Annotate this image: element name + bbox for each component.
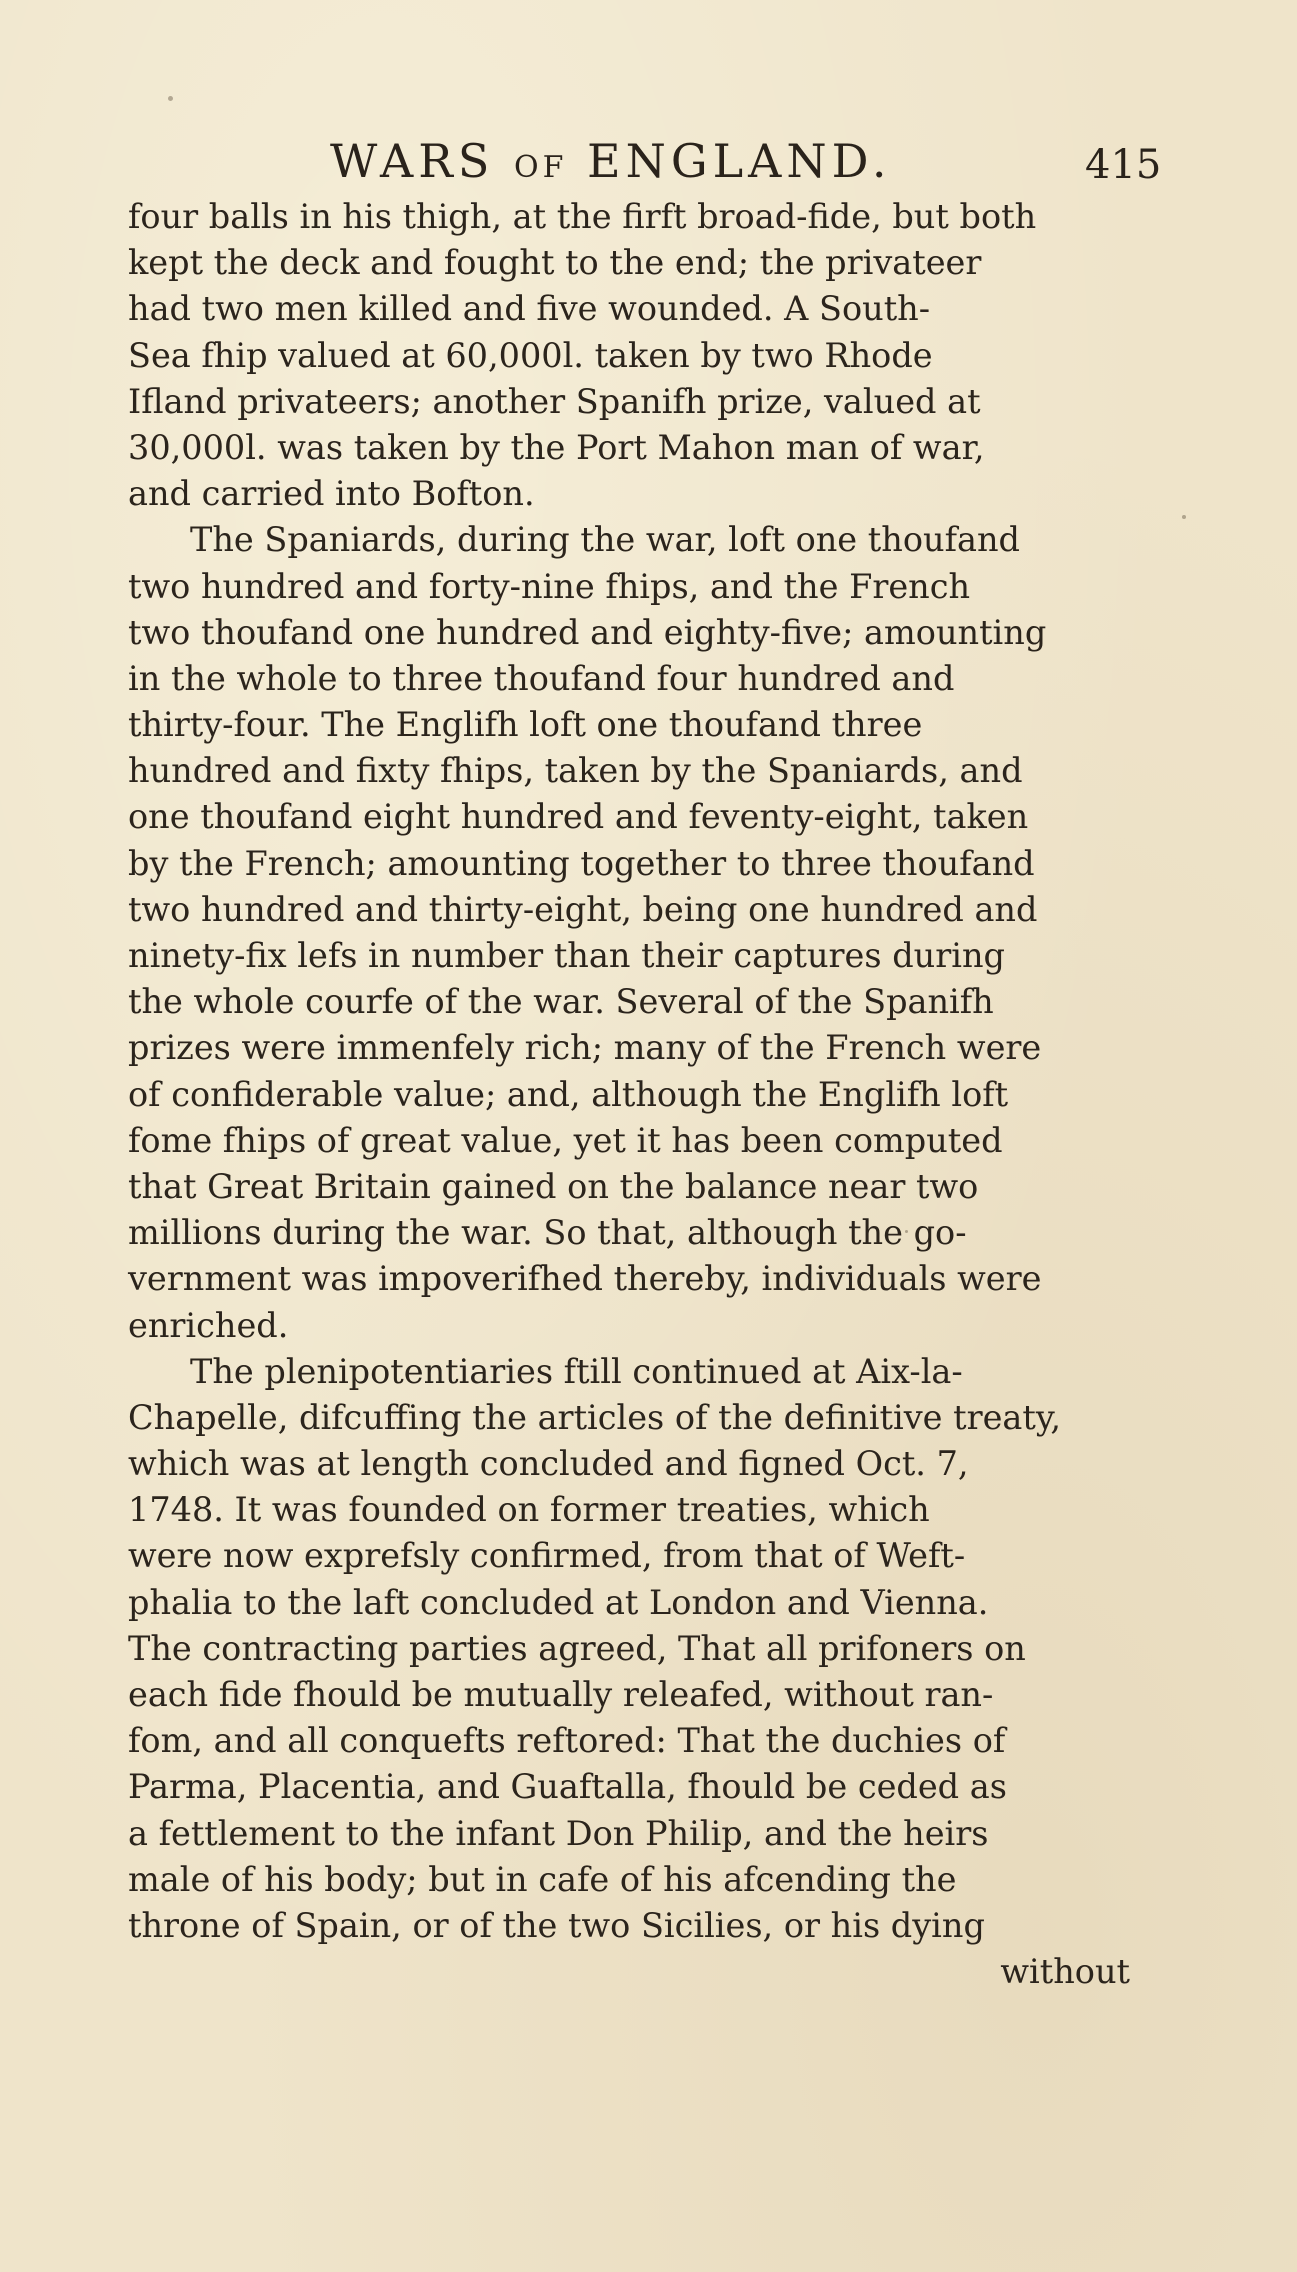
text-line: were now exprefsly confirmed, from that of Weft-	[128, 1536, 966, 1576]
text-line: enriched.	[128, 1305, 289, 1345]
text-line: Chapelle, difcuffing the articles of the definitive treaty,	[128, 1397, 1061, 1437]
text-line: that Great Britain gained on the balance near two	[128, 1166, 979, 1206]
text-line: throne of Spain, or of the two Sicilies, or his dying	[128, 1905, 985, 1945]
text-line: which was at length concluded and figned Oct. 7,	[128, 1444, 969, 1484]
text-line: fome fhips of great value, yet it has been computed	[128, 1120, 1003, 1160]
catchword: without	[1000, 1952, 1130, 1992]
text-line: ninety-fix lefs in number than their captures during	[128, 936, 1005, 975]
text-line: prizes were immenfely rich; many of the French were	[128, 1028, 1042, 1068]
text-line: four balls in his thigh, at the firft broad-fide, but both	[128, 197, 1037, 236]
text-line: Sea fhip valued at 60,000l. taken by two Rhode	[128, 335, 933, 375]
running-header	[0, 128, 1297, 198]
running-title	[330, 134, 891, 188]
text-line: by the French; amounting together to three thoufand	[128, 843, 1035, 883]
running-title-of: OF	[513, 150, 568, 185]
paragraph-start-line: The plenipotentiaries ftill continued at Aix-la-	[190, 1351, 963, 1391]
text-line: thirty-four. The Englifh loft one thoufand three	[128, 705, 923, 745]
text-line: Ifland privateers; another Spanifh prize, valued at	[128, 381, 981, 421]
text-line: millions during the war. So that, although the go-	[128, 1213, 967, 1253]
text-line: kept the deck and fought to the end; the privateer	[128, 243, 982, 283]
paper-speck	[168, 96, 173, 101]
text-line: the whole courfe of the war. Several of the Spanifh	[128, 982, 994, 1022]
text-line: a fettlement to the infant Don Philip, and the heirs	[128, 1813, 989, 1853]
text-line: Parma, Placentia, and Guaftalla, fhould be ceded as	[128, 1767, 1007, 1807]
text-line: 1748. It was founded on former treaties, which	[128, 1490, 930, 1530]
text-line: and carried into Bofton.	[128, 474, 535, 514]
text-line: fom, and all conquefts reftored: That the duchies of	[128, 1721, 1006, 1761]
text-line: one thoufand eight hundred and feventy-eight, taken	[128, 797, 1029, 837]
text-line: 30,000l. was taken by the Port Mahon man of war,	[128, 427, 985, 467]
text-line: two thoufand one hundred and eighty-five; amounting	[128, 612, 1047, 652]
text-line: of confiderable value; and, although the Englifh loft	[128, 1074, 1009, 1114]
text-line: two hundred and thirty-eight, being one hundred and	[128, 889, 1038, 929]
text-line: male of his body; but in cafe of his afcending the	[128, 1859, 957, 1899]
running-title-england: ENGLAND.	[567, 134, 892, 188]
text-line: each fide fhould be mutually releafed, without ran-	[128, 1675, 994, 1714]
text-line: in the whole to three thoufand four hundred and	[128, 658, 955, 698]
running-title-wars: WARS	[330, 134, 514, 188]
paragraph-start-line: The Spaniards, during the war, loft one thoufand	[190, 520, 1020, 560]
body-text	[128, 194, 1198, 1995]
text-line: two hundred and forty-nine fhips, and the French	[128, 566, 971, 606]
text-line: phalia to the laft concluded at London and Vienna.	[128, 1582, 989, 1622]
page-number: 415	[1085, 142, 1162, 188]
text-line: The contracting parties agreed, That all prifoners on	[128, 1628, 1026, 1668]
text-line: had two men killed and five wounded. A South-	[128, 289, 931, 329]
text-line: vernment was impoverifhed thereby, individuals were	[128, 1259, 1042, 1299]
text-line: hundred and fixty fhips, taken by the Spaniards, and	[128, 751, 1023, 791]
